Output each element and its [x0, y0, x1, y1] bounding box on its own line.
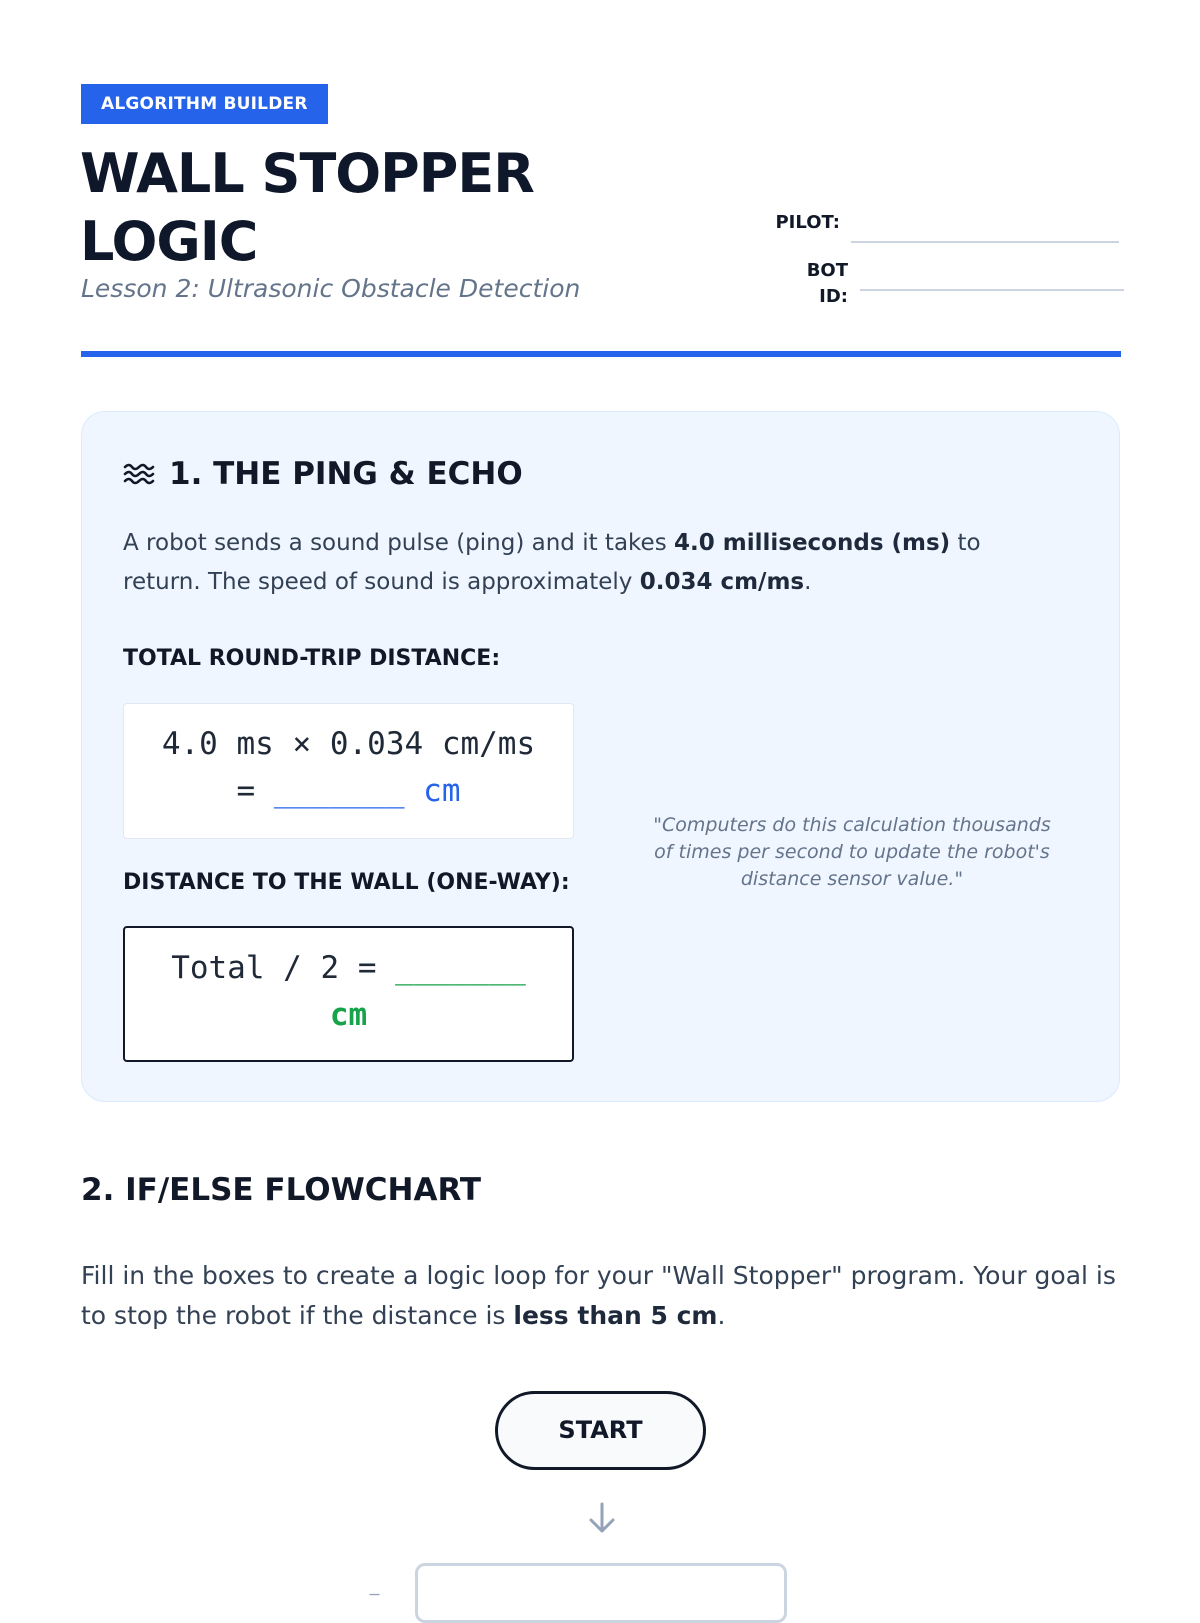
round-trip-equals: = [236, 773, 274, 809]
ping-text-c: to return. The speed of sound is approximately [123, 530, 981, 595]
one-way-blank[interactable]: _______ [395, 950, 526, 986]
header-divider [81, 351, 1121, 357]
round-trip-answer-line [124, 768, 573, 815]
round-trip-box[interactable] [123, 703, 574, 839]
ping-text-a: A robot sends a sound pulse (ping) and it takes [123, 530, 674, 556]
pilot-label: PILOT: [775, 212, 840, 233]
category-badge: ALGORITHM BUILDER [81, 84, 328, 124]
flowchart-input-box[interactable] [415, 1563, 787, 1623]
flowchart-text-a: Fill in the boxes to create a logic loop for your "Wall Stopper" program. Your goal is to stop the robot if the distance is [81, 1261, 1116, 1330]
bot-id-label: BOT ID: [806, 260, 848, 307]
section-1-title: 1. THE PING & ECHO [169, 456, 523, 492]
one-way-expression: Total / 2 = [171, 950, 396, 986]
ping-time: 4.0 milliseconds (ms) [674, 530, 951, 556]
one-way-answer-line [125, 945, 572, 992]
round-trip-blank[interactable]: _______ cm [273, 773, 461, 809]
bot-id-field[interactable] [860, 289, 1124, 291]
ping-echo-card [81, 411, 1120, 1102]
distance-threshold: less than 5 cm [513, 1301, 718, 1330]
ping-text-e: . [804, 569, 812, 595]
page-subtitle: Lesson 2: Ultrasonic Obstacle Detection [81, 274, 581, 303]
side-mark: I [365, 1592, 381, 1597]
sidebar-quote: "Computers do this calculation thousands of times per second to update the robot's distance sensor value." [653, 814, 1051, 890]
round-trip-label: TOTAL ROUND-TRIP DISTANCE: [123, 646, 501, 671]
arrow-down-icon [586, 1500, 618, 1536]
sound-wave-icon [123, 461, 155, 487]
flowchart-instructions [81, 1256, 1121, 1336]
round-trip-expression: 4.0 ms × 0.034 cm/ms [161, 726, 536, 762]
pilot-field[interactable] [851, 241, 1119, 243]
sound-speed: 0.034 cm/ms [639, 569, 805, 595]
section-2-heading: 2. IF/ELSE FLOWCHART [81, 1172, 482, 1208]
section-1-heading [123, 456, 523, 492]
one-way-unit: cm [329, 997, 368, 1033]
one-way-box[interactable] [123, 926, 574, 1062]
one-way-label: DISTANCE TO THE WALL (ONE-WAY): [123, 870, 570, 895]
flowchart-text-c: . [717, 1301, 726, 1330]
flowchart-start-node: START [495, 1391, 706, 1470]
ping-description [123, 524, 1063, 602]
page-title: WALL STOPPER LOGIC [80, 142, 534, 273]
